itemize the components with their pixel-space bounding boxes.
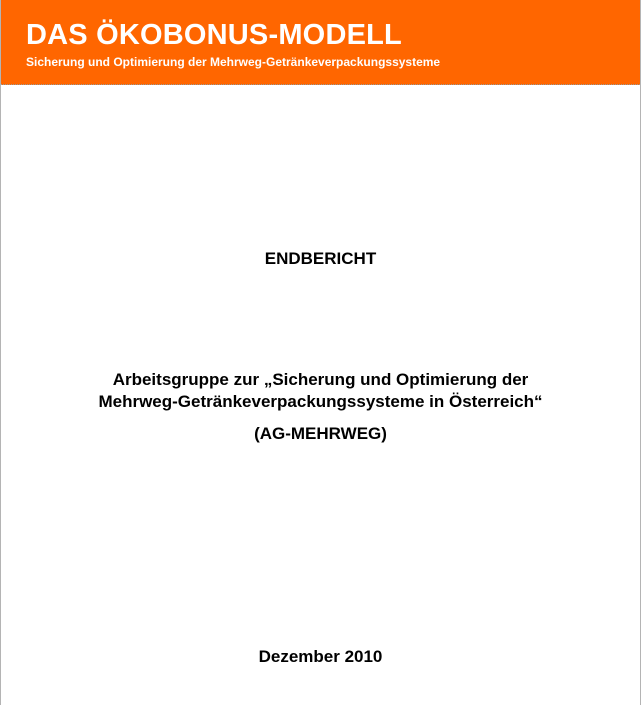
working-group-abbreviation: (AG-MEHRWEG)	[254, 424, 387, 443]
header-banner	[1, 0, 640, 85]
working-group-title	[1, 369, 640, 413]
report-type-heading: ENDBERICHT	[264, 249, 377, 268]
working-group-title-line: Mehrweg-Getränkeverpackungssysteme in Österreich“	[98, 392, 543, 411]
header-subtitle: Sicherung und Optimierung der Mehrweg-Getränkeverpackungssysteme	[26, 55, 441, 69]
publication-date: Dezember 2010	[258, 647, 383, 666]
header-title: DAS ÖKOBONUS-MODELL	[26, 19, 402, 51]
working-group-title-line: Arbeitsgruppe zur „Sicherung und Optimierung der	[112, 370, 529, 389]
